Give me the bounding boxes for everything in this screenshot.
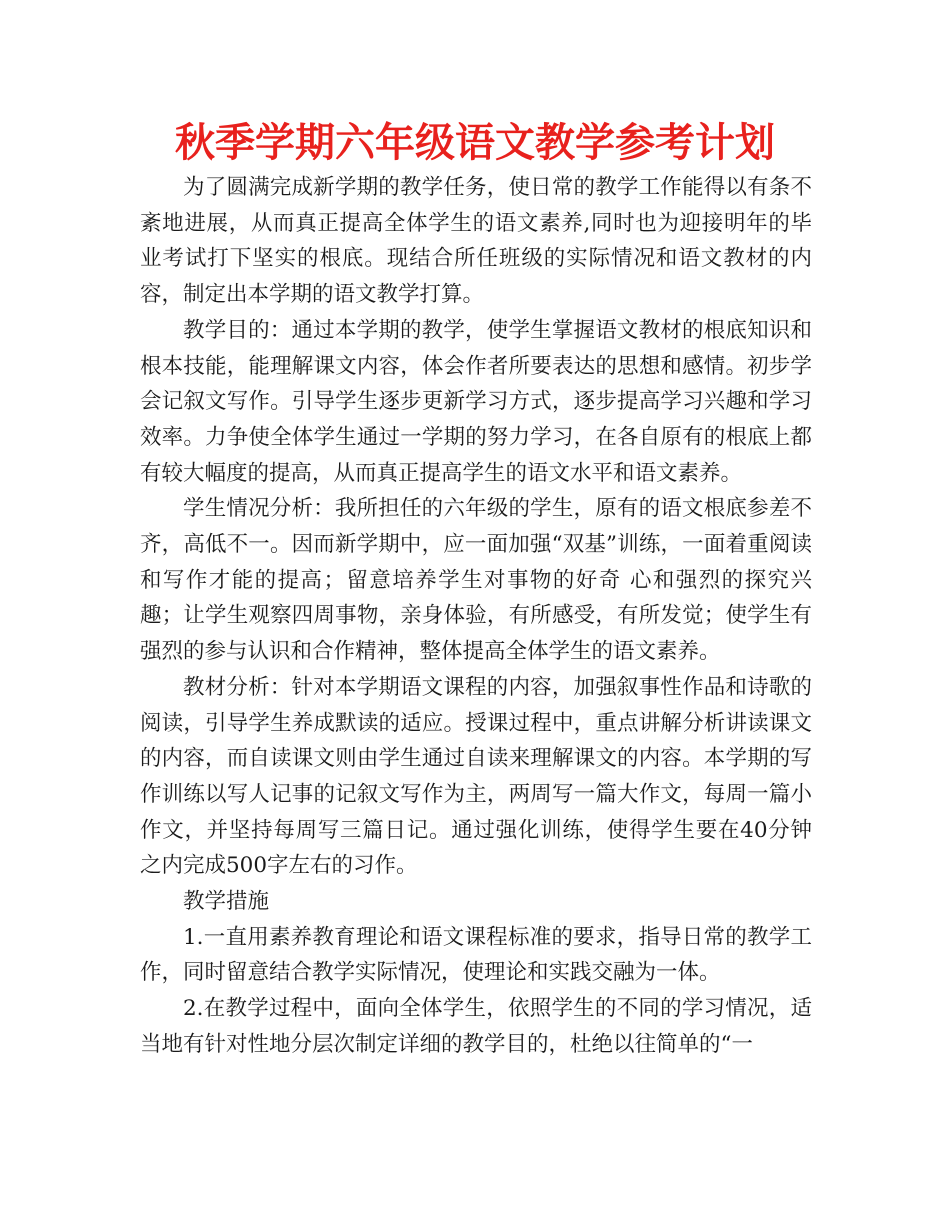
document-body xyxy=(140,170,812,1063)
paragraph-measure-1: 1.一直用素养教育理论和语文课程标准的要求，指导日常的教学工作，同时留意结合教学实际情况，使理论和实践交融为一体。 xyxy=(140,924,812,986)
document-title: 秋季学期六年级语文教学参考计划 xyxy=(175,120,775,166)
paragraph-student-analysis: 学生情况分析：我所担任的六年级的学生，原有的语文根底参差不齐，高低不一。因而新学期中，应一面加强“双基”训练，一面着重阅读和写作才能的提高；留意培养学生对事物的好奇 心和强烈的探究兴趣；让学生观察四周事物，亲身体验，有所感受，有所发觉；使学生有强烈的参与认识和合作精神，整体提高全体学生的语文素养。 xyxy=(140,496,812,665)
paragraph-textbook-analysis: 教材分析：针对本学期语文课程的内容，加强叙事性作品和诗歌的阅读，引导学生养成默读的适应。授课过程中，重点讲解分析讲读课文的内容，而自读课文则由学生通过自读来理解课文的内容。本学期的写作训练以写人记事的记叙文写作为主，两周写一篇大作文，每周一篇小作文，并坚持每周写三篇日记。通过强化训练，使得学生要在40分钟之内完成500字左右的习作。 xyxy=(140,674,812,879)
paragraph-intro: 为了圆满完成新学期的教学任务，使日常的教学工作能得以有条不紊地进展，从而真正提高全体学生的语文素养,同时也为迎接明年的毕业考试打下坚实的根底。现结合所任班级的实际情况和语文教材的内容，制定出本学期的语文教学打算。 xyxy=(140,175,812,308)
section-heading-teaching-measures: 教学措施 xyxy=(183,889,270,915)
paragraph-teaching-goals: 教学目的：通过本学期的教学，使学生掌握语文教材的根底知识和根本技能，能理解课文内容，体会作者所要表达的思想和感情。初步学会记叙文写作。引导学生逐步更新学习方式，逐步提高学习兴趣和学习效率。力争使全体学生通过一学期的努力学习，在各自原有的根底上都有较大幅度的提高，从而真正提高学生的语文水平和语文素养。 xyxy=(140,317,812,486)
paragraph-measure-2: 2.在教学过程中，面向全体学生，依照学生的不同的学习情况，适当地有针对性地分层次制定详细的教学目的，杜绝以往简单的“一 xyxy=(140,996,812,1057)
